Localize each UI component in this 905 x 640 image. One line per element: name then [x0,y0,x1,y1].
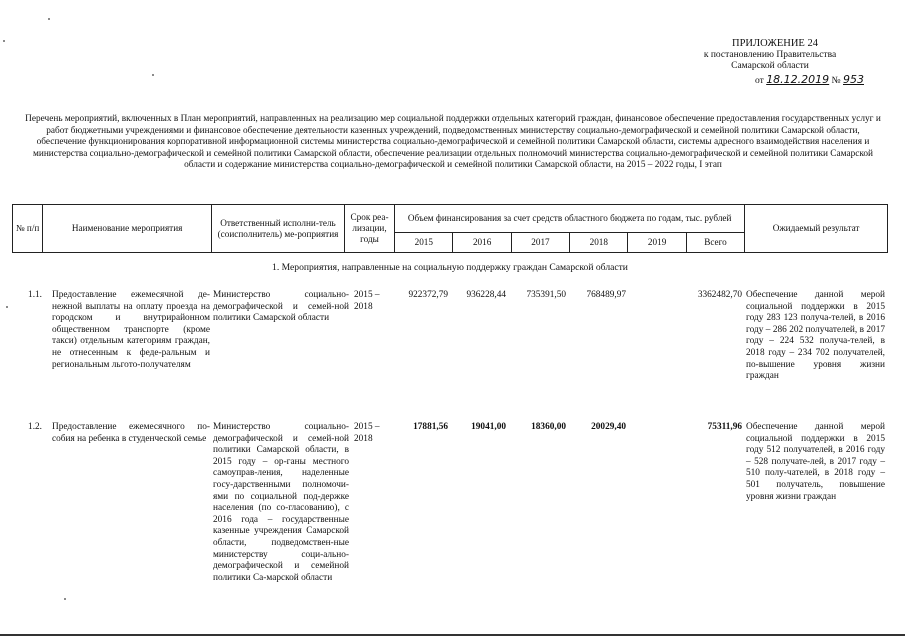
header-year-2018: 2018 [570,233,628,253]
header-year-2016: 2016 [453,233,511,253]
row-total: 3362482,70 [697,290,742,300]
row-term: 2015 – 2018 [354,290,380,312]
row-number: 1.2. [28,422,42,432]
handwritten-date: 18.12.2019 [766,72,830,86]
row-value-2016: 936228,44 [466,290,506,300]
row-result: Обеспечение данной мерой социальной поддержки в 2015 году 512 получателей, в 2016 году – 528 получате-лей, в 2017 году – 510 полу-чателей, в 2018 году – 501 получатель, повышение уровня жизни граждан [746,422,885,502]
row-total: 75311,96 [707,422,742,432]
date-prefix: от [755,75,764,86]
row-result: Обеспечение данной мерой социальной поддержки в 2015 году 283 123 получа-телей, в 2016 году – 286 202 получателей, в 2017 году – 224 532 получа-телей, в 2018 году – 234 702 получателей, по-вышение уровня жизни граждан [746,290,885,382]
row-value-2017: 735391,50 [526,290,566,300]
row-value-2018: 20029,40 [591,422,626,432]
row-term: 2015 – 2018 [354,422,380,444]
header-year-2017: 2017 [511,233,569,253]
row-value-2017: 18360,00 [531,422,566,432]
page-bottom-edge [0,634,905,636]
header-funding: Объем финансирования за счет средств областного бюджета по годам, тыс. рублей [395,205,745,233]
scan-speck [3,40,5,42]
appendix-line-2: Самарской области [731,61,809,71]
row-executor: Министерство социально-демографической и семей-ной политики Самарской области, в 2015 году – ор-ганы местного самоуправ-ления, наделенные госу-дарственными полномочи-ями по социальной под-держке населения (по со-гласованию), с 2016 года – государственные казенные учреждения Самарской области, подведомствен-ные министерству соци-ально-демографической и семейной политики Са-марской области [213,422,349,583]
row-name: Предоставление ежемесячного по-собия на ребенка в студенческой семье [52,422,210,444]
scan-speck [6,306,8,308]
appendix-block [600,38,900,87]
row-value-2015: 922372,79 [408,290,448,300]
row-value-2018: 768489,97 [586,290,626,300]
header-term: Срок реа-лизации, годы [344,205,394,253]
appendix-line-1: к постановлению Правительства [703,49,837,60]
header-year-2015: 2015 [395,233,453,253]
header-total: Всего [686,233,744,253]
header-num: № п/п [13,205,43,253]
row-value-2015: 17881,56 [413,422,448,432]
number-prefix: № [831,75,841,86]
appendix-title: ПРИЛОЖЕНИЕ 24 [732,38,818,49]
document-heading: Перечень мероприятий, включенных в План мероприятий, направленных на реализацию мер социальной поддержки отдельных категорий граждан, финансовое обеспечение предоставления государственных услуг и работ бюджетными учреждениями и финансовое обеспечение деятельности казенных учреждений, подведомственных министерству социально-демографической и семейной политики Самарской области, обеспечение функционирования корпоративной информационной системы министерства социально-демографической и семейной политики Самарской области, системы адресного взаимодействия населения и министерства социально-демографической и семейной политики Самарской области, обеспечение реализации отдельных полномочий министерства социально-демографической и семейной политики Самарской области и содержание министерства социально-демографической и семейной политики Самарской области, на 2015 – 2022 годы, I этап [25,114,881,171]
scan-speck [48,18,50,20]
header-result: Ожидаемый результат [745,205,888,253]
row-number: 1.1. [28,290,42,300]
header-name: Наименование мероприятия [43,205,212,253]
scan-speck [152,74,154,76]
header-table [12,204,888,253]
row-value-2016: 19041,00 [471,422,506,432]
section-title: 1. Мероприятия, направленные на социальную поддержку граждан Самарской области [272,262,628,273]
row-executor: Министерство социально-демографической и семей-ной политики Самарской области [213,290,349,324]
header-year-2019: 2019 [628,233,686,253]
row-name: Предоставление ежемесячной де-нежной выплаты на оплату проезда на городском и внутрирайонном общественном транспорте (кроме такси) отдельным категориям граждан, не отнесенным к феде-ральным и региональным льгото-получателям [52,290,210,370]
header-executor: Ответственный исполни-тель (соисполнитель) ме-роприятия [212,205,345,253]
scan-speck [64,598,66,600]
appendix-date-line [600,74,900,88]
handwritten-number: 953 [843,72,864,86]
